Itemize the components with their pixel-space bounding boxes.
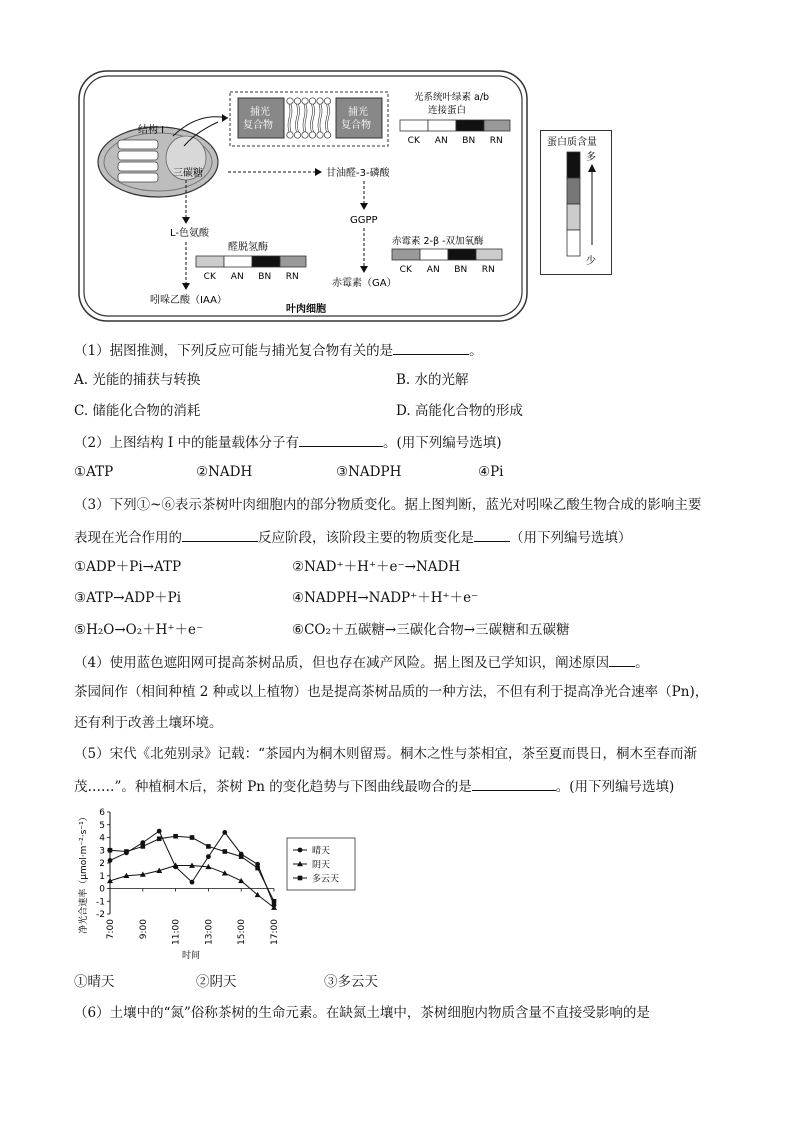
q3-option-1[interactable]: ①ADP＋Pi→ATP: [74, 559, 182, 575]
cell-diagram: [78, 70, 528, 322]
intro-line2: 还有利于改善土壤环境。: [74, 715, 223, 731]
legend-marker: [298, 876, 303, 881]
y-tick-label: -2: [96, 910, 105, 920]
structure-1-label: 结构 I: [138, 125, 165, 136]
complex-right-label-1: 捕光: [348, 107, 368, 118]
pn-line-chart: [72, 802, 362, 964]
q1-stem: （1）据图推测，下列反应可能与捕光复合物有关的是 。: [74, 339, 483, 361]
q5-option-2[interactable]: ②阴天: [196, 974, 237, 990]
complex-right-label-2: 复合物: [341, 120, 371, 131]
q3-option-4[interactable]: ④NADPH→NADP⁺＋H⁺＋e⁻: [292, 590, 479, 606]
series-3-point: [239, 854, 244, 859]
series-1-point: [108, 858, 113, 863]
y-tick-label: -1: [96, 897, 105, 908]
y-tick-label: 5: [99, 820, 105, 831]
series-3-point: [223, 849, 228, 854]
series-1-point: [190, 880, 195, 885]
ald-bn-label: BN: [258, 272, 272, 282]
q5-option-1[interactable]: ①晴天: [74, 974, 115, 990]
series-3-point: [124, 849, 129, 854]
q2-stem: （2）上图结构 I 中的能量载体分子有 。(用下列编号选填): [74, 431, 502, 453]
protein-legend: [540, 130, 612, 275]
q5-stem-line2: 茂……”。种植桐木后，茶树 Pn 的变化趋势与下图曲线最吻合的是 。(用下列编号选填): [74, 775, 674, 797]
q3-change-blank[interactable]: [474, 526, 510, 542]
lhcb-protein-bar: [400, 120, 510, 131]
series-1-point: [222, 830, 227, 835]
complex-left-label-2: 复合物: [243, 120, 273, 131]
q2-option-2[interactable]: ②NADH: [196, 464, 253, 480]
legend-marker: [298, 848, 303, 853]
ga-enzyme-bn-label: BN: [454, 265, 468, 275]
series-3-point: [141, 844, 146, 849]
x-tick-label: 13:00: [204, 919, 215, 945]
lhcb-bn-label: BN: [462, 136, 476, 146]
q1-option-b[interactable]: B. 水的光解: [396, 372, 469, 388]
series-3-point: [108, 848, 113, 853]
x-tick-label: 17:00: [270, 919, 280, 945]
lhcb-rn-label: RN: [489, 136, 503, 146]
ga-enzyme-label: 赤霉素 2-β -双加氧酶: [392, 236, 484, 247]
ald-ck-label: CK: [203, 272, 216, 282]
series-2-point: [238, 878, 244, 883]
ald-rn-label: RN: [285, 272, 299, 282]
series-3-point: [255, 866, 260, 871]
series-3-point: [190, 835, 195, 840]
q3-option-2[interactable]: ②NAD⁺＋H⁺＋e⁻→NADH: [292, 559, 461, 575]
x-tick-label: 9:00: [138, 919, 149, 940]
q5-option-3[interactable]: ③多云天: [324, 974, 378, 990]
ga-enzyme-ck-label: CK: [399, 265, 412, 275]
series-1-point: [206, 854, 211, 859]
y-tick-label: 0: [99, 884, 105, 895]
legend-title: 蛋白质含量: [547, 137, 597, 148]
y-tick-label: 4: [99, 833, 105, 844]
ald-label: 醛脱氢酶: [228, 242, 268, 253]
q2-option-3[interactable]: ③NADPH: [336, 464, 402, 480]
triose-label: 三碳糖: [173, 168, 203, 179]
trp-label: L-色氨酸: [170, 228, 210, 239]
series-3-point: [157, 836, 162, 841]
ga-enzyme-bar: [392, 249, 502, 260]
q3-option-5[interactable]: ⑤H₂O→O₂＋H⁺＋e⁻: [74, 622, 204, 638]
legend-less: 少: [586, 256, 596, 267]
g3p-label: 甘油醛-3-磷酸: [326, 168, 390, 179]
lhcb-an-label: AN: [434, 136, 448, 146]
lhcb-ck-label: CK: [407, 136, 420, 146]
lhcb-title-2: 连接蛋白: [428, 105, 467, 116]
q5-answer-blank[interactable]: [472, 775, 556, 791]
series-3-point: [206, 844, 211, 849]
intro-line1: 茶园间作（相间种植 2 种或以上植物）也是提高茶树品质的一种方法，不但有利于提高净光合速率（Pn)，: [74, 684, 709, 700]
y-axis-label: 净光合速率（μmol·m⁻²·s⁻¹）: [79, 812, 89, 934]
series-line-2: [110, 866, 274, 908]
ga-enzyme-rn-label: RN: [481, 265, 495, 275]
q1-answer-blank[interactable]: [393, 339, 469, 355]
lhcb-title-1: 光系统叶绿素 a/b: [414, 92, 490, 103]
series-line-3: [110, 836, 274, 901]
series-3-point: [173, 834, 178, 839]
ald-an-label: AN: [230, 272, 244, 282]
q2-answer-blank[interactable]: [299, 431, 383, 447]
ga-enzyme-an-label: AN: [426, 265, 440, 275]
iaa-label: 吲哚乙酸（IAA）: [150, 295, 227, 306]
x-tick-label: 11:00: [171, 919, 182, 945]
legend-label: 晴天: [312, 846, 331, 857]
q3-stage-blank[interactable]: [182, 526, 258, 542]
series-line-1: [110, 831, 274, 905]
q1-option-d[interactable]: D. 高能化合物的形成: [396, 403, 523, 419]
y-tick-label: 6: [99, 808, 105, 818]
q3-option-6[interactable]: ⑥CO₂＋五碳糖→三碳化合物→三碳糖和五碳糖: [292, 622, 570, 638]
complex-left-label-1: 捕光: [250, 107, 270, 118]
y-tick-label: 1: [99, 871, 105, 882]
q6-stem: （6）土壤中的“氮”俗称茶树的生命元素。在缺氮土壤中，茶树细胞内物质含量不直接受影响的是: [74, 1005, 650, 1021]
legend-more: 多: [586, 152, 596, 163]
q5-stem-line1: （5）宋代《北苑别录》记载：“茶园内为桐木则留焉。桐木之性与茶相宜，茶至夏而畏日，桐木至春而渐: [74, 746, 697, 762]
q2-option-4[interactable]: ④Pi: [478, 464, 504, 480]
cell-label: 叶肉细胞: [286, 304, 326, 315]
q3-option-3[interactable]: ③ATP→ADP＋Pi: [74, 590, 182, 606]
q1-option-c[interactable]: C. 储能化合物的消耗: [74, 403, 201, 419]
x-tick-label: 15:00: [237, 919, 248, 945]
ga-label: 赤霉素（GA）: [332, 278, 397, 289]
membrane-lipids: [287, 98, 331, 138]
q4-stem: （4）使用蓝色遮阳网可提高茶树品质，但也存在减产风险。据上图及已学知识，阐述原因 。: [74, 651, 649, 673]
ald-enzyme-bar: [196, 256, 306, 267]
legend-label: 阴天: [312, 860, 331, 871]
y-tick-label: 3: [99, 846, 105, 857]
legend-label: 多云天: [312, 874, 340, 885]
series-3-point: [272, 899, 277, 904]
q2-option-1[interactable]: ①ATP: [74, 464, 114, 480]
q4-answer-blank[interactable]: [609, 651, 635, 667]
ggpp-label: GGPP: [350, 215, 378, 226]
x-axis-label: 时间: [182, 951, 201, 961]
q3-stem-line1: （3）下列①~⑥表示茶树叶肉细胞内的部分物质变化。据上图判断，蓝光对吲哚乙酸生物合成的影响主要: [74, 497, 702, 513]
q1-option-a[interactable]: A. 光能的捕获与转换: [74, 372, 201, 388]
q3-stem-line2: 表现在光合作用的 反应阶段，该阶段主要的物质变化是 （用下列编号选填）: [74, 526, 632, 548]
x-tick-label: 7:00: [106, 919, 116, 940]
y-tick-label: 2: [99, 859, 105, 869]
series-1-point: [157, 829, 162, 834]
